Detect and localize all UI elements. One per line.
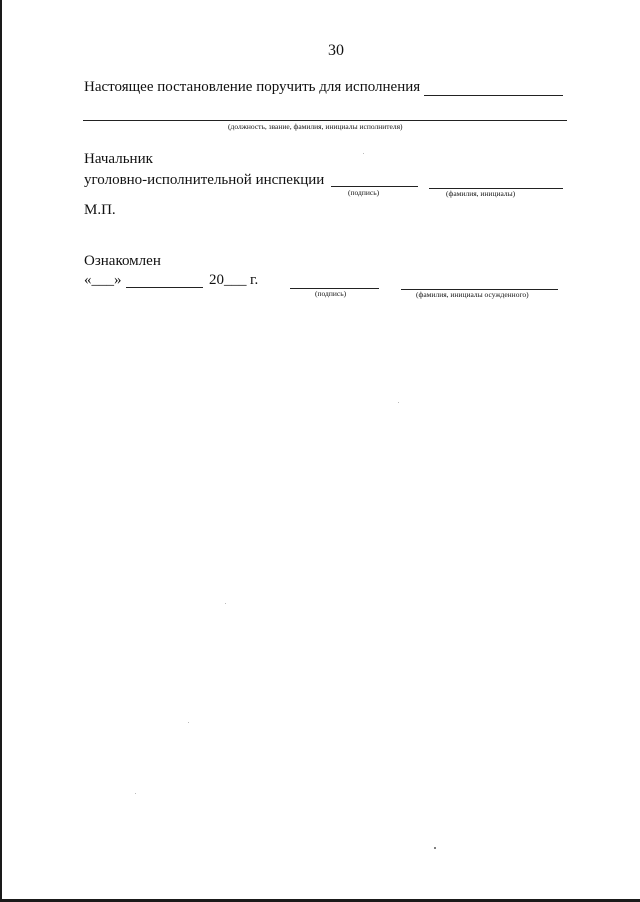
executor-caption: (должность, звание, фамилия, инициалы исполнителя) <box>228 122 403 131</box>
instruction-text: Настоящее постановление поручить для исполнения <box>84 79 421 95</box>
date-month-line <box>126 287 203 288</box>
chief-signature-caption: (подпись) <box>348 188 380 197</box>
scan-speck <box>398 402 399 403</box>
chief-signature-line <box>331 186 418 187</box>
scan-speck <box>225 603 226 604</box>
date-year-field: 20___ <box>209 272 247 288</box>
executor-blank-line <box>424 95 563 96</box>
chief-title-line1: Начальник <box>84 151 153 167</box>
seal-mark: М.П. <box>84 202 116 218</box>
scan-edge-left <box>0 0 2 902</box>
acknowledged-label: Ознакомлен <box>84 253 161 269</box>
chief-name-caption: (фамилия, инициалы) <box>446 189 516 198</box>
chief-title-line2: уголовно-исполнительной инспекции <box>84 172 325 188</box>
page-number: 30 <box>328 42 344 59</box>
executor-full-line <box>83 120 567 121</box>
scan-speck <box>363 153 364 154</box>
convict-name-caption: (фамилия, инициалы осужденного) <box>416 290 529 299</box>
date-day-field: «___» <box>84 272 122 288</box>
scan-dot <box>434 847 436 849</box>
date-year-suffix: г. <box>250 272 259 288</box>
convict-signature-caption: (подпись) <box>315 289 347 298</box>
scan-speck <box>135 793 136 794</box>
scan-speck <box>188 722 189 723</box>
